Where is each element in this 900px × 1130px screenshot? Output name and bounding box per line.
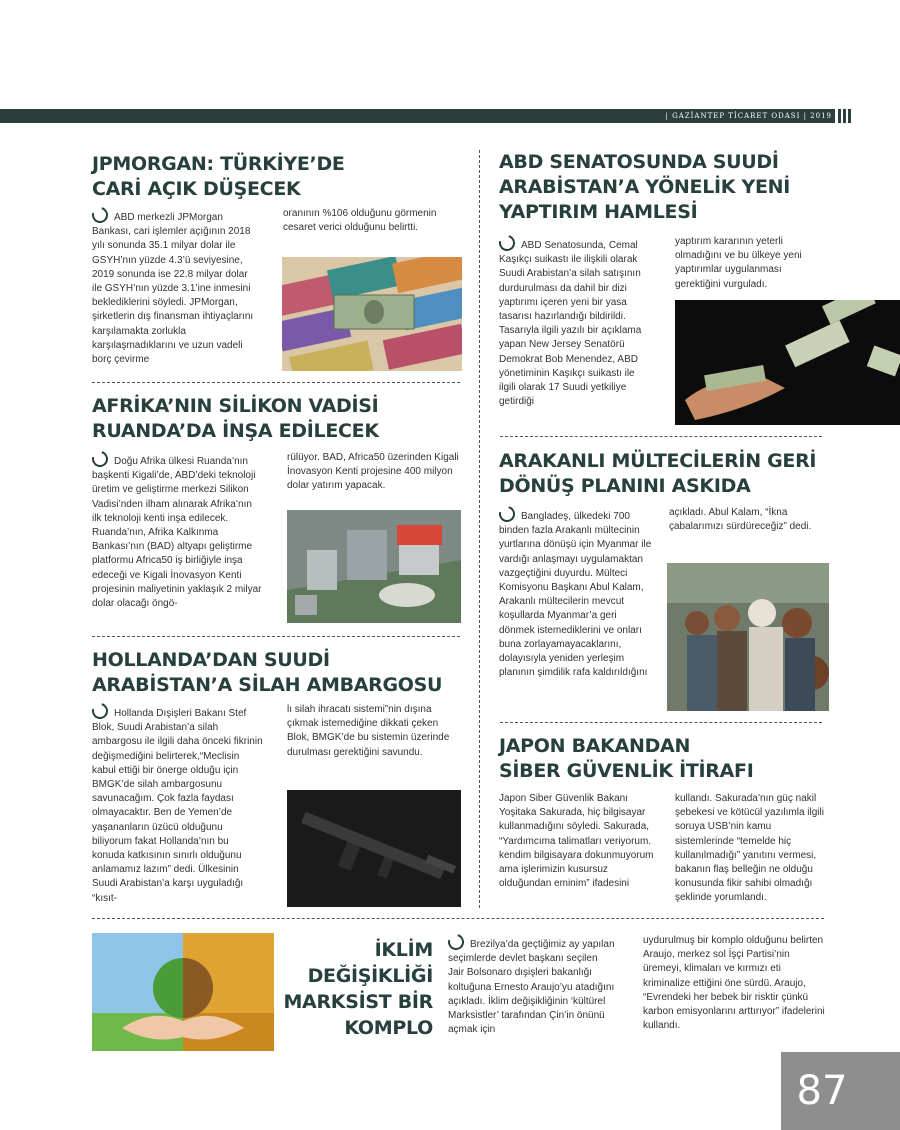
column-divider: [479, 150, 480, 908]
page-number: 87: [796, 1068, 848, 1114]
banknotes-photo: [282, 257, 462, 371]
article-title-hollanda: HOLLANDA’DAN SUUDİ ARABİSTAN’A SİLAH AMBARGOSU: [92, 649, 443, 696]
running-title: | GAZİANTEP TİCARET ODASI | 2019: [665, 112, 832, 120]
article-title-japon: JAPON BAKANDAN SİBER GÜVENLİK İTİRAFI: [499, 735, 754, 782]
circle-icon: [496, 503, 518, 525]
article-body-col2: yaptırım kararının yeterli olmadığını ve bu ülkeye yeni yaptırımlar uygulanması gerektiğini vurguladı.: [675, 236, 802, 290]
section-divider: [92, 382, 460, 383]
section-divider: [500, 436, 822, 437]
circle-icon: [89, 448, 111, 470]
article-body-col1: ABD Senatosunda, Cemal Kaşıkçı suikastı ile ilişkili olarak Suudi Arabistan’a silah satışının durdurulması da dahil bir dizi yaptırımı içeren yeni bir yasa tasarısı hazırlandığı bildirildi. Tasarıyla ilgili yazılı bir açıklama yapan New Jersey Senatörü Demokrat Bob Menendez, ABD yönetiminin Kaşıkçı suikastı ile ilgili olarak 17 Suudi yetkiliye getirdiği: [499, 235, 651, 409]
article-body-col2: açıkladı. Abul Kalam, “İkna çabalarımızı sürdüreceğiz” dedi.: [669, 507, 812, 533]
article-body-col1: Hollanda Dışişleri Bakanı Stef Blok, Suudi Arabistan’a silah ambargosu ile ilgili daha önceki fikrinin değişmediğini belirterek,“Meclisin kabul ettiği bir önerge olduğu için BMGK’de silah ambargosunu savunacağım. Çok fazla faydası olmayacaktır. Ben de Yemen’de yaşananların üzücü olduğunu biliyorum fakat Hollanda’nın bu konuda katkısının sınırlı olduğunu anlamamız lazım” dedi. Ülkesinin Suudi Arabistan’a karşı uyguladığı “kısıt-: [92, 703, 264, 906]
section-divider: [92, 918, 824, 919]
rifle-photo: [287, 790, 461, 907]
circle-icon: [496, 232, 518, 254]
circle-icon: [445, 931, 467, 953]
article-body-col1: ABD merkezli JPMorgan Bankası, cari işlemler açığının 2018 yılı sonunda 35.1 milyar dolar ile GSYH’nın yüzde 4.3’ü seviyesine, 2019 sonunda ise 22.8 milyar dolar ile GSYH’nın yüzde 3.1’ine inmesini beklediklerini söyledi. JPMorgan, şirketlerin dış finansman ihtiyaçlarını karşılamakta zorlukla karşılaşmadıklarını ve uzun vadeli borç çevirme: [92, 207, 260, 367]
article-title-iklim: İKLİM DEĞİŞİKLİĞİ MARKSİST BİR KOMPLO: [283, 939, 433, 1039]
article-body-col2: rülüyor. BAD, Africa50 üzerinden Kigali İnovasyon Kenti projesine 400 milyon dolar yatırım yapacak.: [287, 452, 459, 492]
article-body-col1: Brezilya’da geçtiğimiz ay yapılan seçimlerde devlet başkanı seçilen Jair Bolsonaro dışişleri bakanlığı koltuğuna Ernesto Araujo’yu atadığını açıkladı. İklim değişikliğinin ‘kültürel Marksistler’ tarafından Çin’in önünü açmak için: [448, 934, 616, 1037]
refugees-photo: [667, 563, 829, 711]
cash-hand-photo: [675, 300, 900, 425]
header-bar-stripes: [838, 109, 856, 123]
article-body-col2: oranının %106 olduğunu görmenin cesaret verici olduğunu belirtti.: [283, 208, 437, 234]
article-body-col2: lı silah ihracatı sistemi”nin dışına çıkmak istemediğine dikkati çeken Blok, BMGK’de bu sistemin üzerinde durulması gerektiğini savundu.: [287, 704, 450, 758]
circle-icon: [89, 204, 111, 226]
earth-hands-photo: [92, 933, 274, 1051]
circle-icon: [89, 700, 111, 722]
article-body-col1: Bangladeş, ülkedeki 700 binden fazla Arakanlı mültecinin yurtlarına dönüşü için Myanmar ile vardığı anlaşmayı uygulamaktan vazgeçtiğini duyurdu. Mülteci Komisyonu Başkanı Abul Kalam, Arakanlı mültecilerin mevcut koşullarda Myanmar’a geri dönmek istemediklerini ve onları buna zorlayamayacaklarını, dolayısıyla yeniden yerleşim planının şimdilik rafa kaldırıldığını: [499, 506, 654, 680]
section-divider: [92, 636, 460, 637]
article-body-col1: Japon Siber Güvenlik Bakanı Yoşitaka Sakurada, hiç bilgisayar kullanmadığını söyledi. Sakurada, “Yardımcıma talimatları veriyorum. kendim bilgisayara dokunmuyorum ama işlerimizin kusursuz olduğundan eminim” ifadesini: [499, 793, 654, 890]
article-body-col2: uydurulmuş bir komplo olduğunu belirten Araujo, merkez sol İşçi Partisi’nin üremeyi, klimaları ve kırmızı eti kriminalize ettiğini öne sürdü. Araujo, “Evrendeki her bebek bir risktir çünkü karbon emisyonlarını arttırıyor” ifadelerini kullandı.: [643, 935, 825, 1032]
section-divider: [500, 722, 822, 723]
article-title-ruanda: AFRİKA’NIN SİLİKON VADİSİ RUANDA’DA İNŞA EDİLECEK: [92, 395, 379, 442]
article-title-jpmorgan: JPMORGAN: TÜRKİYE’DE CARİ AÇIK DÜŞECEK: [92, 153, 345, 200]
article-body-col2: kullandı. Sakurada’nın güç nakil şebekesi ve kötücül yazılımla ilgili soruya USB’nin kamu sistemlerinde “temelde hiç kullanılmadığı” yanıtını vermesi, bakanın flaş belleğin ne olduğu konusunda fikir sahibi olmadığı şeklinde yorumlandı.: [675, 793, 824, 904]
article-title-senato: ABD SENATOSUNDA SUUDİ ARABİSTAN’A YÖNELİK YENİ YAPTIRIM HAMLESİ: [499, 151, 791, 223]
article-body-col1: Doğu Afrika ülkesi Ruanda’nın başkenti Kigali’de, ABD’deki teknoloji üretim ve geliştirme merkezi Silikon Vadisi’nden ilham alınarak Afrika’nın ilk teknoloji kenti inşa edilecek. Ruanda’nın, Afrika Kalkınma Bankası’nın (BAD) altyapı geliştirme platformu Africa50 iş birliğiyle inşa edeceği ve Kigali İnovasyon Kenti projesinin maliyetinin yaklaşık 2 milyar dolar olacağı öngö-: [92, 451, 264, 611]
city-rendering-photo: [287, 510, 461, 623]
article-title-arakan: ARAKANLI MÜLTECİLERİN GERİ DÖNÜŞ PLANINI ASKIDA: [499, 450, 817, 497]
